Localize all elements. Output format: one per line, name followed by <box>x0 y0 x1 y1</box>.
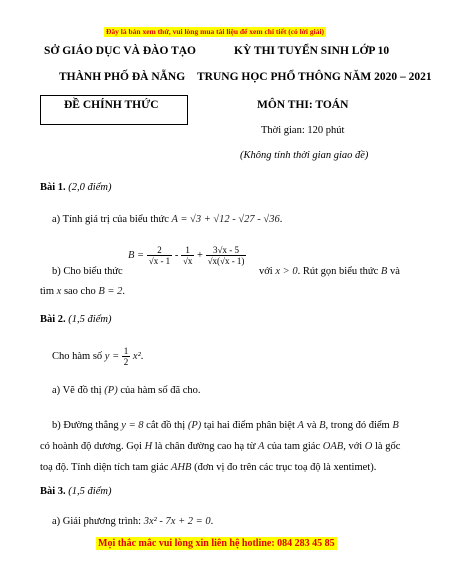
question-3a <box>52 516 213 527</box>
expression-B-plus: + <box>197 249 203 261</box>
question-2b-line3 <box>40 462 376 473</box>
line2-text2: là chân đường cao hạ từ <box>154 441 256 452</box>
function-denominator: 2 <box>123 357 129 367</box>
question-2a-text2: của hàm số đã cho. <box>120 385 201 396</box>
question-2-title: Bài 2. <box>40 314 66 325</box>
question-1b-end: . <box>122 286 125 297</box>
question-2b-text2: cắt đồ thị <box>146 420 186 431</box>
expression-B-lhs: B = <box>128 249 145 261</box>
point-B-2: B <box>392 420 399 431</box>
fraction-3-numerator: 3√x - 5 <box>206 245 247 256</box>
expression-B-minus: - <box>174 249 179 261</box>
question-1b-with: với <box>259 266 273 277</box>
question-3a-text: a) Giải phương trình: <box>52 516 142 527</box>
question-1b-and: và <box>389 266 400 277</box>
question-2a-text1: a) Vẽ đồ thị <box>52 385 102 396</box>
question-3a-end: . <box>210 516 214 527</box>
function-numerator: 1 <box>123 346 129 356</box>
equation-B-equals-2: B = 2 <box>98 286 123 297</box>
expression-B <box>128 245 246 266</box>
question-3-heading <box>40 486 111 497</box>
question-1-heading <box>40 182 111 193</box>
point-O: O <box>364 441 373 452</box>
question-1b-rest: . Rút gọn biểu thức <box>297 266 379 277</box>
line2-text4: , với <box>343 441 363 452</box>
fraction-1-numerator: 2 <box>147 245 172 256</box>
question-2a <box>52 385 201 396</box>
question-1b-so: sao cho <box>63 286 96 297</box>
question-1b-find: tìm <box>40 286 55 297</box>
variable-B: B <box>380 266 388 277</box>
condition-x-positive: x > 0 <box>275 266 298 277</box>
exam-title: KỲ THI TUYỂN SINH LỚP 10 <box>234 45 390 57</box>
question-1b-condition <box>259 266 400 277</box>
triangle-AHB: AHB <box>171 462 192 473</box>
variable-x: x <box>56 286 62 297</box>
expression-B-fraction-3 <box>206 245 247 266</box>
question-1a-text: a) Tính giá trị của biểu thức <box>52 214 169 225</box>
function-end: . <box>140 350 144 362</box>
line-y-equals-8: y = 8 <box>121 420 144 431</box>
question-3-points: (1,5 điểm) <box>68 486 112 497</box>
fraction-2-denominator: √x <box>182 256 193 266</box>
question-1b-line2 <box>40 286 125 297</box>
question-2-points: (1,5 điểm) <box>68 314 112 325</box>
function-lhs: y = <box>104 350 120 362</box>
graph-P: (P) <box>104 385 118 396</box>
question-1a-end: . <box>279 214 283 225</box>
function-fraction <box>122 346 131 367</box>
city-name: THÀNH PHỐ ĐÀ NẴNG <box>59 71 186 83</box>
point-H: H <box>144 441 153 452</box>
question-1-title: Bài 1. <box>40 182 66 193</box>
department-name: SỞ GIÁO DỤC VÀ ĐÀO TẠO <box>44 45 196 57</box>
line3-text1: toạ độ. Tính diện tích tam giác <box>40 462 169 473</box>
question-2b-text3: tại hai điểm phân biệt <box>203 420 295 431</box>
point-A: A <box>297 420 304 431</box>
preview-banner: Đây là bản xem thử, vui lòng mua tài liệu để xem chi tiết (có lời giải) <box>106 27 325 36</box>
official-label: ĐỀ CHÍNH THỨC <box>64 99 159 111</box>
question-2-intro <box>52 346 143 367</box>
question-2b-line1 <box>52 420 399 431</box>
question-2b-and: và <box>306 420 317 431</box>
fraction-1-denominator: √x - 1 <box>148 256 171 266</box>
fraction-2-numerator: 1 <box>181 245 194 256</box>
quadratic-equation: 3x² - 7x + 2 = 0 <box>143 516 211 527</box>
question-2-heading <box>40 314 111 325</box>
point-B: B <box>319 420 326 431</box>
question-1-points: (2,0 điểm) <box>68 182 112 193</box>
subject-label: MÔN THI: TOÁN <box>257 99 349 111</box>
question-3-title: Bài 3. <box>40 486 66 497</box>
question-2b-text4: , trong đó điểm <box>325 420 390 431</box>
hotline-banner: Mọi thắc mắc vui lòng xin liên hệ hotline: 084 283 45 85 <box>98 538 335 549</box>
triangle-OAB: OAB <box>322 441 344 452</box>
expression-A: A = √3 + √12 - √27 - √36 <box>171 214 280 225</box>
question-2b-line2 <box>40 441 400 452</box>
expression-B-fraction-2 <box>181 245 194 266</box>
expression-B-fraction-1 <box>147 245 172 266</box>
question-1a <box>52 214 282 225</box>
exam-duration: Thời gian: 120 phút <box>261 125 345 136</box>
line2-text5: là gốc <box>375 441 401 452</box>
line3-text2: (đơn vị đo trên các trục toạ độ là xentimet). <box>194 462 377 473</box>
point-A-2: A <box>258 441 265 452</box>
function-rhs: x² <box>132 350 141 362</box>
question-2b-text1: b) Đường thẳng <box>52 420 119 431</box>
line2-text3: của tam giác <box>267 441 321 452</box>
graph-P-2: (P) <box>187 420 202 431</box>
question-1b-text: b) Cho biểu thức <box>52 266 123 277</box>
line2-text1: có hoành độ dương. Gọi <box>40 441 142 452</box>
duration-note: (Không tính thời gian giao đề) <box>240 150 369 161</box>
fraction-3-denominator: √x(√x - 1) <box>207 256 245 266</box>
question-2-intro-text: Cho hàm số <box>52 350 103 362</box>
exam-year: TRUNG HỌC PHỔ THÔNG NĂM 2020 – 2021 <box>197 71 432 83</box>
